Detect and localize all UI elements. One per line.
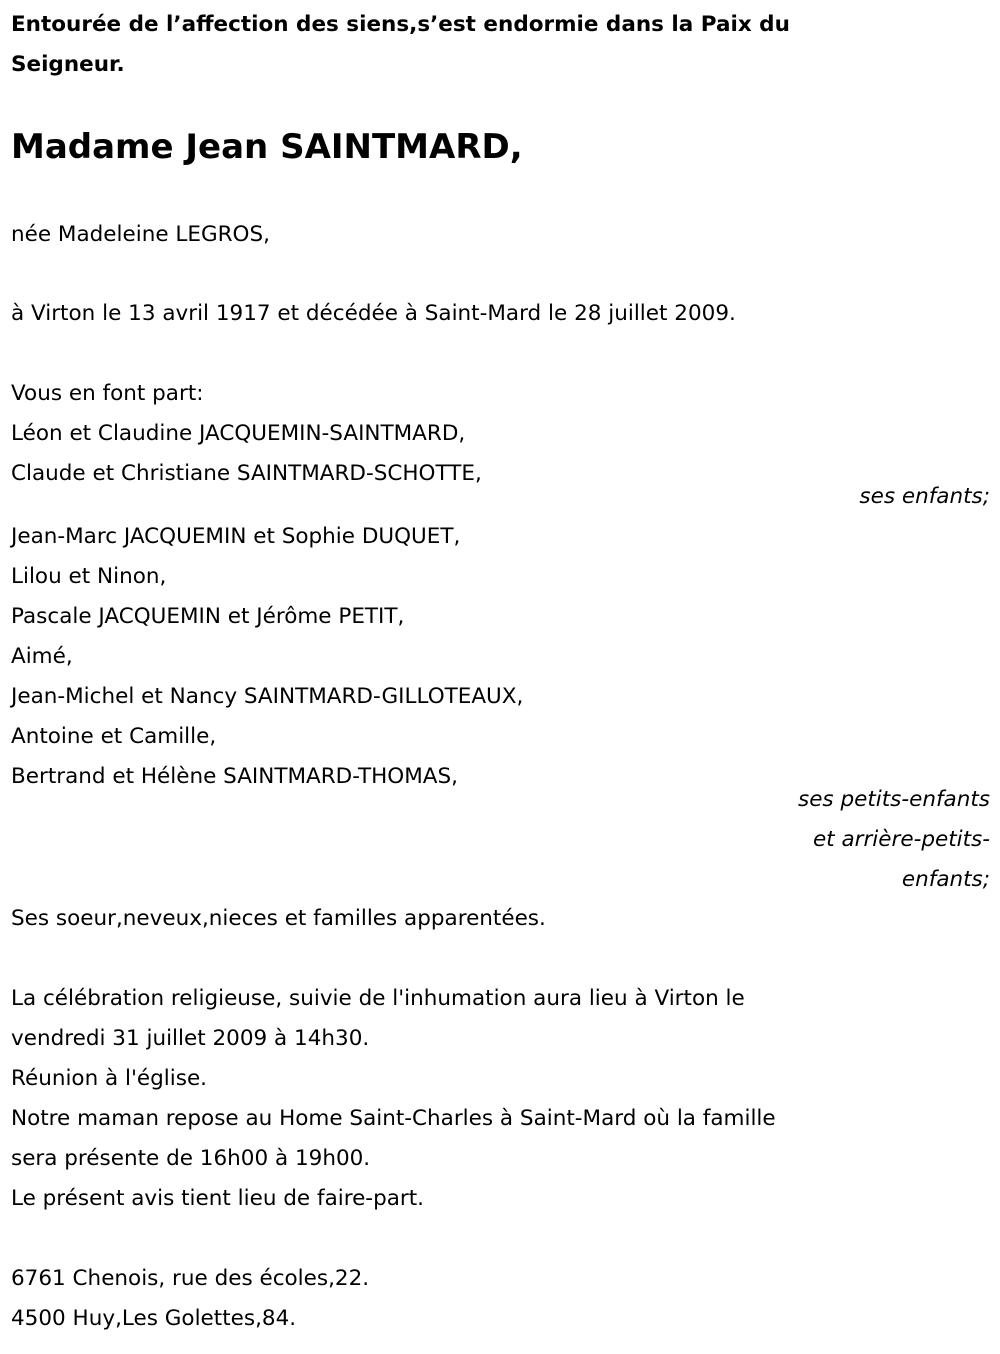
grandchild-entry: Antoine et Camille,: [11, 724, 217, 749]
intro-line: Entourée de l’affection des siens,s’est endormie dans la Paix du: [11, 12, 790, 37]
birth-death-info: à Virton le 13 avril 1917 et décédée à Saint-Mard le 28 juillet 2009.: [11, 301, 736, 326]
grandchild-entry: Bertrand et Hélène SAINTMARD-THOMAS,: [11, 764, 458, 789]
ceremony-line: sera présente de 16h00 à 19h00.: [11, 1146, 371, 1171]
intro-line: Seigneur.: [11, 52, 125, 77]
deceased-name-title: Madame Jean SAINTMARD,: [11, 127, 523, 167]
maiden-name: née Madeleine LEGROS,: [11, 222, 270, 247]
grandchild-entry: Pascale JACQUEMIN et Jérôme PETIT,: [11, 604, 405, 629]
address-line: 4500 Huy,Les Golettes,84.: [11, 1306, 297, 1331]
child-entry: Claude et Christiane SAINTMARD-SCHOTTE,: [11, 461, 482, 486]
grandchildren-label: et arrière-petits-: [812, 827, 990, 852]
ceremony-line: Le présent avis tient lieu de faire-part.: [11, 1186, 424, 1211]
children-label: ses enfants;: [859, 484, 990, 509]
announce-line: Vous en font part:: [11, 381, 204, 406]
grandchildren-label: ses petits-enfants: [798, 787, 990, 812]
grandchild-entry: Aimé,: [11, 644, 73, 669]
grandchild-entry: Jean-Michel et Nancy SAINTMARD-GILLOTEAUX,: [11, 684, 524, 709]
family-line: Ses soeur,neveux,nieces et familles apparentées.: [11, 906, 546, 931]
grandchild-entry: Lilou et Ninon,: [11, 564, 167, 589]
grandchild-entry: Jean-Marc JACQUEMIN et Sophie DUQUET,: [11, 524, 461, 549]
ceremony-line: Réunion à l'église.: [11, 1066, 208, 1091]
grandchildren-label: enfants;: [901, 867, 990, 892]
ceremony-line: vendredi 31 juillet 2009 à 14h30.: [11, 1026, 370, 1051]
ceremony-line: La célébration religieuse, suivie de l'inhumation aura lieu à Virton le: [11, 986, 745, 1011]
child-entry: Léon et Claudine JACQUEMIN-SAINTMARD,: [11, 421, 466, 446]
address-line: 6761 Chenois, rue des écoles,22.: [11, 1266, 370, 1291]
ceremony-line: Notre maman repose au Home Saint-Charles à Saint-Mard où la famille: [11, 1106, 776, 1131]
